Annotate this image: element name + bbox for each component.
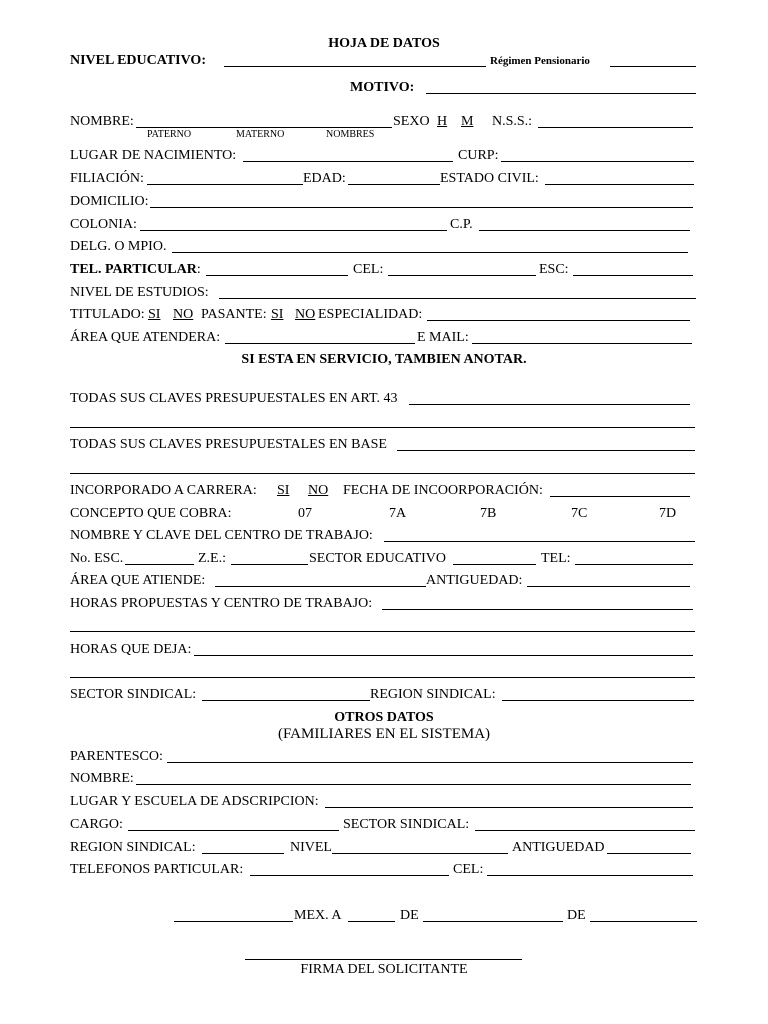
curp-label: CURP: <box>458 148 499 163</box>
otros-cel-label: CEL: <box>453 862 484 877</box>
email-field[interactable] <box>472 329 692 344</box>
estado-civil-label: ESTADO CIVIL: <box>440 171 539 186</box>
de-label-1: DE <box>400 908 419 923</box>
curp-field[interactable] <box>501 147 694 162</box>
incorporado-label: INCORPORADO A CARRERA: <box>70 483 257 498</box>
parentesco-field[interactable] <box>167 748 693 763</box>
day-field[interactable] <box>348 907 395 922</box>
claves-art43-label: TODAS SUS CLAVES PRESUPUESTALES EN ART. 43 <box>70 391 398 406</box>
tel-servicio-label: TEL: <box>541 551 571 566</box>
centro-trabajo-label: NOMBRE Y CLAVE DEL CENTRO DE TRABAJO: <box>70 528 373 543</box>
fecha-incorp-field[interactable] <box>550 482 690 497</box>
otros-subheading: (FAMILIARES EN EL SISTEMA) <box>277 726 491 742</box>
no-esc-field[interactable] <box>125 550 194 565</box>
tel-servicio-field[interactable] <box>575 550 693 565</box>
otros-region-sindical-field[interactable] <box>202 839 284 854</box>
domicilio-label: DOMICILIO: <box>70 194 149 209</box>
delg-label: DELG. O MPIO. <box>70 239 167 254</box>
pasante-label: PASANTE: <box>201 307 267 322</box>
sector-educativo-field[interactable] <box>453 550 536 565</box>
cel-field[interactable] <box>388 261 536 276</box>
sexo-label: SEXO <box>393 114 430 129</box>
concepto-7a-option[interactable]: 7A <box>389 506 407 521</box>
otros-antiguedad-label: ANTIGUEDAD <box>512 840 605 855</box>
nombre-label: NOMBRE: <box>70 114 134 129</box>
concepto-7c-option[interactable]: 7C <box>571 506 588 521</box>
otros-sector-sindical-field[interactable] <box>475 816 695 831</box>
cargo-label: CARGO: <box>70 817 123 832</box>
telefonos-label: TELEFONOS PARTICULAR: <box>70 862 244 877</box>
ze-field[interactable] <box>231 550 308 565</box>
telefonos-field[interactable] <box>250 861 449 876</box>
edad-field[interactable] <box>348 170 440 185</box>
titulado-si-option[interactable]: SI <box>148 307 161 322</box>
firma-label: FIRMA DEL SOLICITANTE <box>300 962 468 977</box>
delg-field[interactable] <box>172 238 688 253</box>
nivel-estudios-field[interactable] <box>219 284 696 299</box>
ze-label: Z.E.: <box>198 551 226 566</box>
sector-sindical-label: SECTOR SINDICAL: <box>70 687 197 702</box>
no-esc-label: No. ESC. <box>70 551 124 566</box>
otros-cel-field[interactable] <box>487 861 693 876</box>
horas-propuestas-label: HORAS PROPUESTAS Y CENTRO DE TRABAJO: <box>70 596 373 611</box>
concepto-7d-option[interactable]: 7D <box>659 506 677 521</box>
otros-antiguedad-field[interactable] <box>607 839 691 854</box>
esc-field[interactable] <box>573 261 693 276</box>
sector-educativo-label: SECTOR EDUCATIVO <box>309 551 447 566</box>
de-label-2: DE <box>567 908 586 923</box>
nombres-caption: NOMBRES <box>326 129 375 140</box>
lugar-nacimiento-field[interactable] <box>243 147 453 162</box>
horas-deja-label: HORAS QUE DEJA: <box>70 642 192 657</box>
concepto-07-option[interactable]: 07 <box>298 506 312 521</box>
lugar-escuela-label: LUGAR Y ESCUELA DE ADSCRIPCION: <box>70 794 319 809</box>
motivo-field[interactable] <box>426 79 696 94</box>
otros-region-sindical-label: REGION SINDICAL: <box>70 840 196 855</box>
area-atendera-label: ÁREA QUE ATENDERA: <box>70 330 221 345</box>
email-label: E MAIL: <box>417 330 469 345</box>
claves-base-field[interactable] <box>397 436 695 451</box>
page-title: HOJA DE DATOS <box>328 36 440 51</box>
tel-particular-field[interactable] <box>206 261 348 276</box>
area-atendera-field[interactable] <box>225 329 415 344</box>
nivel-educativo-field[interactable] <box>224 52 486 67</box>
nombre-field[interactable] <box>136 113 392 128</box>
materno-caption: MATERNO <box>236 129 285 140</box>
nss-field[interactable] <box>538 113 693 128</box>
colonia-field[interactable] <box>140 216 447 231</box>
sexo-h-option[interactable]: H <box>437 114 448 129</box>
sector-sindical-field[interactable] <box>202 686 370 701</box>
tel-particular-colon: : <box>196 262 201 277</box>
horas-deja-field[interactable] <box>194 641 693 656</box>
month-field[interactable] <box>423 907 563 922</box>
city-field[interactable] <box>174 907 293 922</box>
otros-heading: OTROS DATOS <box>334 710 434 725</box>
tel-particular-label: TEL. PARTICULAR <box>70 262 197 277</box>
servicio-heading: SI ESTA EN SERVICIO, TAMBIEN ANOTAR. <box>241 352 527 367</box>
antiguedad-servicio-field[interactable] <box>527 572 690 587</box>
cargo-field[interactable] <box>128 816 339 831</box>
especialidad-field[interactable] <box>427 306 690 321</box>
nss-label: N.S.S.: <box>492 114 533 129</box>
cp-label: C.P. <box>450 217 473 232</box>
parentesco-label: PARENTESCO: <box>70 749 163 764</box>
claves-base-label: TODAS SUS CLAVES PRESUPUESTALES EN BASE <box>70 437 387 452</box>
filiacion-field[interactable] <box>147 170 303 185</box>
concepto-label: CONCEPTO QUE COBRA: <box>70 506 232 521</box>
mex-a-label: MEX. A <box>294 908 342 923</box>
especialidad-label: ESPECIALIDAD: <box>318 307 423 322</box>
cel-label: CEL: <box>353 262 384 277</box>
filiacion-label: FILIACIÓN: <box>70 171 144 186</box>
claves-art43-field[interactable] <box>409 390 690 405</box>
horas-deja-extra-line[interactable] <box>70 677 695 678</box>
estado-civil-field[interactable] <box>545 170 694 185</box>
horas-propuestas-extra-line[interactable] <box>70 631 695 632</box>
claves-art43-extra-line[interactable] <box>70 427 695 428</box>
incorporado-no-option[interactable]: NO <box>308 483 329 498</box>
motivo-label: MOTIVO: <box>350 80 415 95</box>
fecha-incorp-label: FECHA DE INCOORPORACIÓN: <box>343 483 543 498</box>
pasante-si-option[interactable]: SI <box>271 307 284 322</box>
otros-nombre-label: NOMBRE: <box>70 771 134 786</box>
claves-base-extra-line[interactable] <box>70 473 695 474</box>
titulado-label: TITULADO: <box>70 307 145 322</box>
esc-label: ESC: <box>539 262 569 277</box>
colonia-label: COLONIA: <box>70 217 137 232</box>
area-atiende-field[interactable] <box>215 572 426 587</box>
antiguedad-servicio-label: ANTIGUEDAD: <box>426 573 523 588</box>
domicilio-field[interactable] <box>150 193 693 208</box>
nivel-estudios-label: NIVEL DE ESTUDIOS: <box>70 285 209 300</box>
lugar-escuela-field[interactable] <box>325 793 693 808</box>
centro-trabajo-field[interactable] <box>384 527 695 542</box>
region-sindical-field[interactable] <box>502 686 694 701</box>
lugar-nacimiento-label: LUGAR DE NACIMIENTO: <box>70 148 237 163</box>
incorporado-si-option[interactable]: SI <box>277 483 290 498</box>
year-field[interactable] <box>590 907 697 922</box>
cp-field[interactable] <box>479 216 690 231</box>
titulado-no-option[interactable]: NO <box>173 307 194 322</box>
regimen-field[interactable] <box>610 52 696 67</box>
nivel-label: NIVEL <box>290 840 332 855</box>
nivel-educativo-label: NIVEL EDUCATIVO: <box>70 53 206 68</box>
otros-sector-sindical-label: SECTOR SINDICAL: <box>343 817 470 832</box>
otros-nombre-field[interactable] <box>136 770 691 785</box>
horas-propuestas-field[interactable] <box>382 595 693 610</box>
region-sindical-label: REGION SINDICAL: <box>370 687 496 702</box>
pasante-no-option[interactable]: NO <box>295 307 316 322</box>
nivel-field[interactable] <box>332 839 508 854</box>
area-atiende-label: ÁREA QUE ATIENDE: <box>70 573 206 588</box>
paterno-caption: PATERNO <box>147 129 192 140</box>
concepto-7b-option[interactable]: 7B <box>480 506 497 521</box>
regimen-label: Régimen Pensionario <box>490 55 590 67</box>
sexo-m-option[interactable]: M <box>461 114 474 129</box>
edad-label: EDAD: <box>303 171 346 186</box>
